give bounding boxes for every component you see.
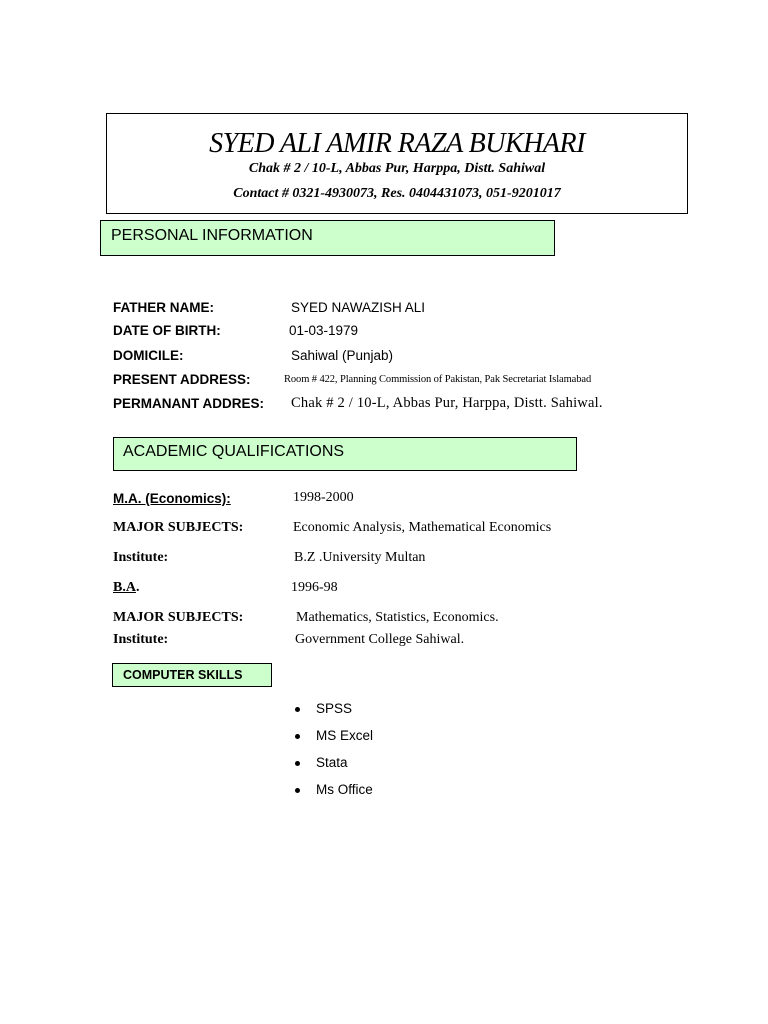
personal-info-heading-box xyxy=(100,220,555,256)
father-name-label: FATHER NAME: xyxy=(113,300,214,315)
ba-years: 1996-98 xyxy=(291,580,338,595)
skill-item: Ms Office xyxy=(316,782,373,797)
domicile-label: DOMICILE: xyxy=(113,348,184,363)
ba-subjects-label: MAJOR SUBJECTS: xyxy=(113,610,244,625)
academic-heading-box xyxy=(113,437,577,471)
present-address-label: PRESENT ADDRESS: xyxy=(113,372,251,387)
personal-info-heading: PERSONAL INFORMATION xyxy=(111,227,313,244)
skill-item: MS Excel xyxy=(316,728,374,743)
ma-subjects-label: MAJOR SUBJECTS: xyxy=(113,520,244,535)
ba-degree-label xyxy=(113,580,139,596)
bullet-icon xyxy=(295,788,300,793)
skill-item: SPSS xyxy=(316,701,353,716)
header-box xyxy=(106,113,688,214)
skill-item: Stata xyxy=(316,755,348,770)
candidate-name: SYED ALI AMIR RAZA BUKHARI xyxy=(209,128,585,159)
ba-institute-value: Government College Sahiwal. xyxy=(295,632,465,647)
ba-institute-label: Institute: xyxy=(113,632,169,647)
bullet-icon xyxy=(295,707,300,712)
header-contact: Contact # 0321-4930073, Res. 0404431073, 051-9201017 xyxy=(233,186,561,201)
ba-degree-suffix: . xyxy=(135,580,140,595)
ba-subjects-value: Mathematics, Statistics, Economics. xyxy=(296,610,499,625)
ma-degree: M.A. (Economics): xyxy=(113,491,231,506)
dob-label: DATE OF BIRTH: xyxy=(113,323,221,338)
computer-skills-heading: COMPUTER SKILLS xyxy=(123,668,243,682)
computer-skills-heading-box xyxy=(112,663,272,687)
ma-degree-label xyxy=(113,490,231,508)
ma-years: 1998-2000 xyxy=(293,490,354,505)
academic-heading: ACADEMIC QUALIFICATIONS xyxy=(123,443,345,460)
dob-value: 01-03-1979 xyxy=(289,323,359,338)
father-name-value: SYED NAWAZISH ALI xyxy=(291,300,426,315)
permanent-address-value: Chak # 2 / 10-L, Abbas Pur, Harppa, Distt. Sahiwal. xyxy=(291,395,603,411)
domicile-value: Sahiwal (Punjab) xyxy=(291,348,394,363)
permanent-address-label: PERMANANT ADDRES: xyxy=(113,396,264,411)
ma-institute-value: B.Z .University Multan xyxy=(294,550,426,565)
ma-institute-label: Institute: xyxy=(113,550,169,565)
present-address-value: Room # 422, Planning Commission of Pakistan, Pak Secretariat Islamabad xyxy=(284,374,592,385)
ma-subjects-value: Economic Analysis, Mathematical Economics xyxy=(293,520,552,535)
ba-degree: B.A xyxy=(113,580,136,595)
header-address: Chak # 2 / 10-L, Abbas Pur, Harppa, Distt. Sahiwal xyxy=(248,161,546,176)
bullet-icon xyxy=(295,734,300,739)
bullet-icon xyxy=(295,761,300,766)
